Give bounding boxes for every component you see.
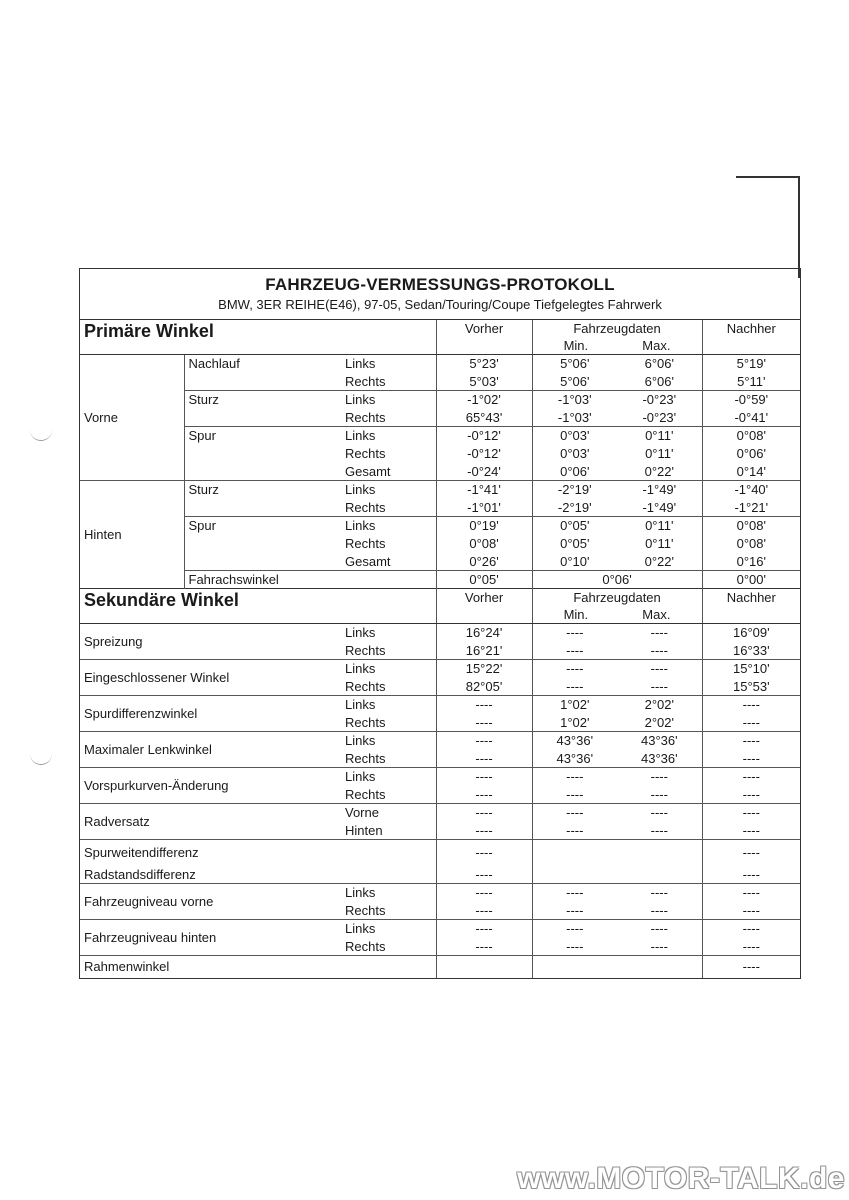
value-min: -2°19'	[532, 481, 617, 499]
column-header-minmax	[537, 606, 698, 623]
section-heading	[80, 320, 436, 355]
value-before: ----	[436, 786, 532, 804]
value-min: 1°02'	[532, 696, 617, 714]
value-after: 0°08'	[702, 535, 800, 553]
side-label: Rechts	[345, 409, 386, 425]
value-before: 5°23'	[436, 355, 532, 373]
table-row	[80, 956, 800, 978]
table-row	[80, 920, 800, 938]
value-max: 43°36'	[640, 750, 678, 766]
value-min: ----	[532, 884, 617, 902]
section-header-row	[80, 320, 800, 355]
protocol-sheet	[79, 268, 801, 979]
value-max: 0°11'	[617, 427, 702, 445]
difference-name: Spurweitendifferenz	[80, 840, 436, 866]
value-before: ----	[436, 714, 532, 732]
table-row	[80, 624, 800, 642]
value-after: ----	[702, 786, 800, 804]
column-header-minmax	[537, 337, 698, 354]
punch-hole-mark	[30, 754, 52, 765]
value-max: ----	[617, 660, 702, 678]
value-before: 0°08'	[436, 535, 532, 553]
side-label: Links	[341, 391, 436, 409]
value-min: 0°05'	[532, 517, 617, 535]
value-after: ----	[702, 696, 800, 714]
column-header-data-label: Fahrzeugdaten	[573, 590, 661, 605]
value-after: 15°10'	[702, 660, 800, 678]
value-before: 0°19'	[436, 517, 532, 535]
value-after: ----	[702, 750, 800, 768]
value-after: 0°08'	[702, 517, 800, 535]
alignment-table-body	[80, 320, 800, 978]
column-header-vehicle-data	[532, 589, 702, 624]
value-after: ----	[702, 732, 800, 750]
section-heading	[80, 589, 436, 624]
side-label: Rechts	[345, 373, 386, 389]
value-after: 0°16'	[702, 553, 800, 571]
value-max: ----	[617, 624, 702, 642]
value-min: 0°06'	[532, 463, 617, 481]
value-before: 15°22'	[436, 660, 532, 678]
column-header-min: Min.	[563, 607, 589, 622]
value-after: ----	[702, 840, 800, 866]
value-after: -1°21'	[702, 499, 800, 517]
value-after: 16°09'	[702, 624, 800, 642]
side-label: Links	[341, 517, 436, 535]
value-before: -1°02'	[436, 391, 532, 409]
axle-label: Vorne	[80, 355, 184, 481]
side-label: Links	[341, 920, 436, 938]
empty-cell	[436, 956, 532, 978]
value-after: ----	[702, 804, 800, 822]
value-max: ----	[650, 938, 668, 954]
side-label: Links	[341, 481, 436, 499]
value-max: 0°11'	[645, 536, 674, 551]
value-after: ----	[702, 956, 800, 978]
value-min: ----	[532, 678, 617, 696]
value-min: 5°06'	[532, 355, 617, 373]
value-max: ----	[650, 642, 668, 658]
column-header-min: Min.	[563, 338, 589, 353]
column-header-vehicle-data	[532, 320, 702, 355]
side-label: Links	[341, 624, 436, 642]
value-min: ----	[532, 938, 617, 956]
axle-label: Hinten	[80, 481, 184, 589]
side-label: Hinten	[345, 822, 383, 838]
vehicle-description: BMW, 3ER REIHE(E46), 97-05, Sedan/Touring/Coupe Tiefgelegtes Fahrwerk	[218, 297, 662, 312]
document-title: FAHRZEUG-VERMESSUNGS-PROTOKOLL	[265, 275, 615, 294]
table-row	[80, 804, 800, 822]
side-label: Rechts	[345, 714, 386, 730]
value-max: 6°06'	[644, 373, 674, 389]
value-min: 43°36'	[532, 750, 617, 768]
side-label: Links	[341, 768, 436, 786]
value-before: ----	[436, 768, 532, 786]
value-min: 0°10'	[532, 553, 617, 571]
value-before: ----	[436, 732, 532, 750]
table-row	[80, 884, 800, 902]
value-before: ----	[436, 902, 532, 920]
value-min: ----	[532, 660, 617, 678]
side-label: Gesamt	[345, 553, 391, 569]
value-after: 0°06'	[702, 445, 800, 463]
side-label: Links	[341, 660, 436, 678]
table-row	[80, 732, 800, 750]
value-before: ----	[436, 866, 532, 884]
table-row	[80, 768, 800, 786]
side-label: Rechts	[345, 938, 386, 954]
value-min: -2°19'	[532, 499, 617, 517]
angle-name: Spurdifferenzwinkel	[80, 696, 341, 732]
table-row	[80, 840, 800, 866]
difference-name: Radstandsdifferenz	[84, 866, 196, 882]
angle-name: Radversatz	[80, 804, 341, 840]
value-after: 16°33'	[702, 642, 800, 660]
value-max: ----	[650, 822, 668, 838]
side-label: Rechts	[345, 536, 386, 551]
value-before: ----	[436, 884, 532, 902]
angle-name: Fahrzeugniveau hinten	[80, 920, 341, 956]
value-before: ----	[436, 822, 532, 840]
value-min: ----	[532, 624, 617, 642]
column-header-max: Max.	[642, 338, 671, 353]
value-min: ----	[532, 642, 617, 660]
value-max: 0°22'	[644, 463, 674, 479]
value-min: 0°05'	[532, 535, 617, 553]
angle-name: Maximaler Lenkwinkel	[80, 732, 341, 768]
column-header-before: Vorher	[436, 320, 532, 355]
value-max: 6°06'	[617, 355, 702, 373]
value-min: ----	[532, 902, 617, 920]
value-before: 82°05'	[436, 678, 532, 696]
value-min: ----	[532, 804, 617, 822]
value-after: ----	[702, 920, 800, 938]
alignment-table	[80, 320, 800, 978]
value-before: 0°05'	[436, 571, 532, 589]
empty-spec-cell	[532, 840, 702, 884]
angle-name: Nachlauf	[184, 355, 341, 391]
value-before: -1°41'	[436, 481, 532, 499]
table-row	[80, 427, 800, 445]
value-before: 0°26'	[436, 553, 532, 571]
angle-name: Spur	[184, 427, 341, 481]
value-max: ----	[617, 884, 702, 902]
angle-name: Spreizung	[80, 624, 341, 660]
side-label: Rechts	[345, 499, 386, 515]
side-label: Rechts	[345, 786, 386, 802]
value-after: -0°59'	[702, 391, 800, 409]
angle-name: Sturz	[184, 481, 341, 517]
angle-name: Spur	[184, 517, 341, 571]
value-after: ----	[702, 866, 800, 884]
side-label: Rechts	[345, 446, 386, 461]
value-max: ----	[617, 920, 702, 938]
value-max: -0°23'	[642, 409, 677, 425]
value-max: 0°22'	[644, 553, 674, 569]
angle-name: Eingeschlossener Winkel	[80, 660, 341, 696]
side-label: Links	[341, 427, 436, 445]
section-heading-text: Primäre Winkel	[84, 321, 214, 341]
value-max: 43°36'	[617, 732, 702, 750]
value-min: 43°36'	[532, 732, 617, 750]
corner-crop-mark	[736, 176, 800, 278]
column-header-before: Vorher	[436, 589, 532, 624]
value-after: 0°00'	[702, 571, 800, 589]
side-label: Links	[341, 696, 436, 714]
value-before: ----	[436, 804, 532, 822]
value-max: -0°23'	[617, 391, 702, 409]
value-max: ----	[650, 678, 668, 694]
side-label: Links	[341, 355, 436, 373]
value-max: ----	[617, 804, 702, 822]
value-min: 0°03'	[532, 427, 617, 445]
table-row	[80, 696, 800, 714]
value-before: ----	[436, 920, 532, 938]
side-label: Links	[341, 884, 436, 902]
value-max: 2°02'	[617, 696, 702, 714]
value-spec: 0°06'	[532, 571, 702, 589]
value-before: ----	[436, 696, 532, 714]
value-after: 15°53'	[702, 678, 800, 696]
table-row	[80, 517, 800, 535]
column-header-data-label: Fahrzeugdaten	[573, 321, 661, 336]
side-label: Rechts	[345, 750, 386, 766]
value-before: 5°03'	[436, 373, 532, 391]
angle-name: Sturz	[184, 391, 341, 427]
angle-name: Fahrzeugniveau vorne	[80, 884, 341, 920]
value-before: 16°21'	[436, 642, 532, 660]
table-row	[80, 660, 800, 678]
value-max: 0°11'	[645, 446, 674, 461]
value-max: 0°11'	[617, 517, 702, 535]
value-after: 5°11'	[702, 373, 800, 391]
value-before: 16°24'	[436, 624, 532, 642]
table-row	[80, 481, 800, 499]
side-label: Rechts	[345, 642, 386, 658]
value-after: -1°40'	[702, 481, 800, 499]
table-row	[80, 571, 800, 589]
value-after: 0°14'	[702, 463, 800, 481]
value-before: ----	[436, 840, 532, 866]
value-min: ----	[532, 920, 617, 938]
side-label: Gesamt	[345, 463, 391, 479]
value-min: ----	[532, 768, 617, 786]
value-after: ----	[702, 714, 800, 732]
value-min: -1°03'	[532, 391, 617, 409]
column-header-after: Nachher	[702, 589, 800, 624]
protocol-header	[80, 269, 800, 320]
value-before: -0°12'	[436, 427, 532, 445]
side-label: Rechts	[345, 678, 386, 694]
value-before: ----	[436, 938, 532, 956]
value-after: ----	[702, 884, 800, 902]
value-after: ----	[702, 822, 800, 840]
section-header-row	[80, 589, 800, 624]
column-header-max: Max.	[642, 607, 671, 622]
value-before: ----	[436, 750, 532, 768]
value-before: -1°01'	[436, 499, 532, 517]
value-max: 2°02'	[644, 714, 674, 730]
value-after: 0°08'	[702, 427, 800, 445]
site-watermark: www.MOTOR-TALK.de	[517, 1162, 845, 1195]
value-after: ----	[702, 902, 800, 920]
column-header-after: Nachher	[702, 320, 800, 355]
angle-name: Vorspurkurven-Änderung	[80, 768, 341, 804]
value-min: 1°02'	[532, 714, 617, 732]
value-max: ----	[650, 786, 668, 802]
value-before: -0°24'	[436, 463, 532, 481]
value-max: -1°49'	[617, 481, 702, 499]
value-min: 0°03'	[532, 445, 617, 463]
section-heading-text: Sekundäre Winkel	[84, 590, 239, 610]
value-after: 5°19'	[702, 355, 800, 373]
value-before: 65°43'	[436, 409, 532, 427]
side-label: Rechts	[345, 902, 386, 918]
table-row	[80, 355, 800, 373]
value-before: -0°12'	[436, 445, 532, 463]
value-min: 5°06'	[532, 373, 617, 391]
value-after: ----	[702, 768, 800, 786]
value-after: ----	[702, 938, 800, 956]
value-max: -1°49'	[642, 499, 677, 515]
value-min: ----	[532, 822, 617, 840]
side-label: Links	[341, 732, 436, 750]
empty-cell	[532, 956, 702, 978]
table-row	[80, 391, 800, 409]
frame-angle-name: Rahmenwinkel	[80, 956, 436, 978]
value-min: -1°03'	[532, 409, 617, 427]
value-after: -0°41'	[702, 409, 800, 427]
punch-hole-mark	[30, 430, 52, 441]
value-max: ----	[617, 768, 702, 786]
value-max: ----	[650, 902, 668, 918]
side-label: Vorne	[341, 804, 436, 822]
thrust-angle-name: Fahrachswinkel	[184, 571, 436, 589]
value-min: ----	[532, 786, 617, 804]
